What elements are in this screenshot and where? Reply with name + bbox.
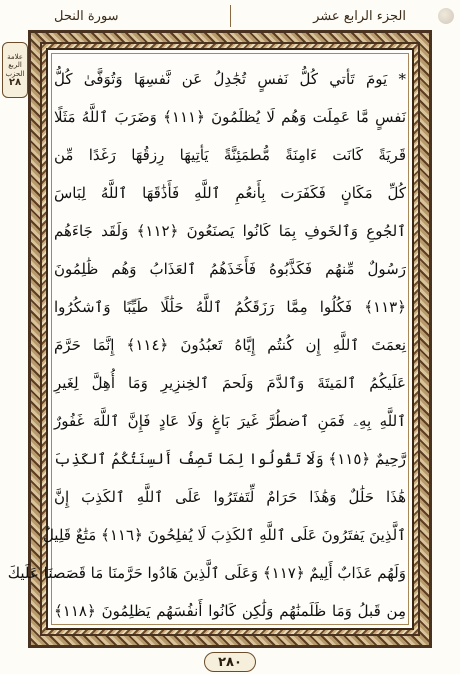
watermark-icon [438,8,454,24]
text-line-4: كُلِّ مَكَانٍ فَكَفَرَت بِأَنعُمِ ٱللَّهِ فَأَذَٰقَهَا ٱللَّهُ لِبَاسَ [54,184,406,202]
text-line-10: ٱللَّهِ بِهِۦ فَمَنِ ٱضطُرَّ غَيرَ بَاغٍ وَلَا عَادٍ فَإِنَّ ٱللَّهَ غَفُورٌ [54,412,406,430]
text-line-12: هَٰذَا حَلَٰلٌ وَهَٰذَا حَرَامٌ لِّتَفتَرُوا عَلَى ٱللَّهِ ٱلكَذِبَ إِنَّ [54,488,406,506]
surah-title: سورة النحل [54,8,119,24]
header-divider [230,5,231,27]
text-line-7: ﴿١١٣﴾ فَكُلُوا مِمَّا رَزَقَكُمُ ٱللَّهُ حَلَٰلًا طَيِّبًا وَٱشكُرُوا [54,298,406,316]
text-line-1: * يَومَ تَأتي كُلُّ نَفسٍ تُجَٰدِلُ عَن نَّفسِهَا وَتُوَفَّىٰ كُلُّ [54,70,406,88]
text-line-6: رَسُولٌ مِّنهُم فَكَذَّبُوهُ فَأَخَذَهُمُ ٱلعَذَابُ وَهُم ظَٰلِمُونَ [54,260,406,278]
text-line-14: وَلَهُم عَذَابٌ أَلِيمٌ ﴿١١٧﴾ وَعَلَى ٱلَّذِينَ هَادُوا حَرَّمنَا مَا قَصَصنَا عَلَيكَ [7,564,406,582]
text-line-11: رَّحِيمٌ ﴿١١٥﴾ وَلَا تَقُولُوا لِمَا تَصِفُ أَلسِنَتُكُمُ ٱلكَذِبَ [53,450,406,468]
hizb-number: ٢٨ [8,77,22,88]
page-number: ٢٨٠ [204,652,256,672]
text-line-15: مِن قَبلُ وَمَا ظَلَمنَٰهُم وَلَٰكِن كَانُوا أَنفُسَهُم يَظلِمُونَ ﴿١١٨﴾ [54,602,406,620]
juz-title: الجزء الرابع عشر [313,8,406,24]
hizb-label: الحزب [5,70,25,78]
text-line-13: ٱلَّذِينَ يَفتَرُونَ عَلَى ٱللَّهِ ٱلكَذِبَ لَا يُفلِحُونَ ﴿١١٦﴾ مَتَٰعٌ قَلِيلٌ [42,526,406,544]
text-line-2: نَفسٍ مَّا عَمِلَت وَهُم لَا يُظلَمُونَ ﴿١١١﴾ وَضَرَبَ ٱللَّهُ مَثَلًا [54,108,406,126]
page-header [30,2,430,30]
text-line-8: نِعمَتَ ٱللَّهِ إِن كُنتُم إِيَّاهُ تَعبُدُونَ ﴿١١٤﴾ إِنَّمَا حَرَّمَ [54,336,407,354]
text-line-3: قَريَةً كَانَت ءَامِنَةً مُّطمَئِنَّةً يَأتِيهَا رِزقُهَا رَغَدًا مِّن [54,146,406,164]
hizb-marker [2,42,28,98]
text-line-5: ٱلجُوعِ وَٱلخَوفِ بِمَا كَانُوا يَصنَعُونَ ﴿١١٢﴾ وَلَقَد جَاءَهُم [54,222,406,240]
hizb-label-top: علامة الربع [7,53,23,69]
text-line-9: عَلَيكُمُ ٱلمَيتَةَ وَٱلدَّمَ وَلَحمَ ٱلخِنزِيرِ وَمَا أُهِلَّ لِغَيرِ [54,374,406,392]
